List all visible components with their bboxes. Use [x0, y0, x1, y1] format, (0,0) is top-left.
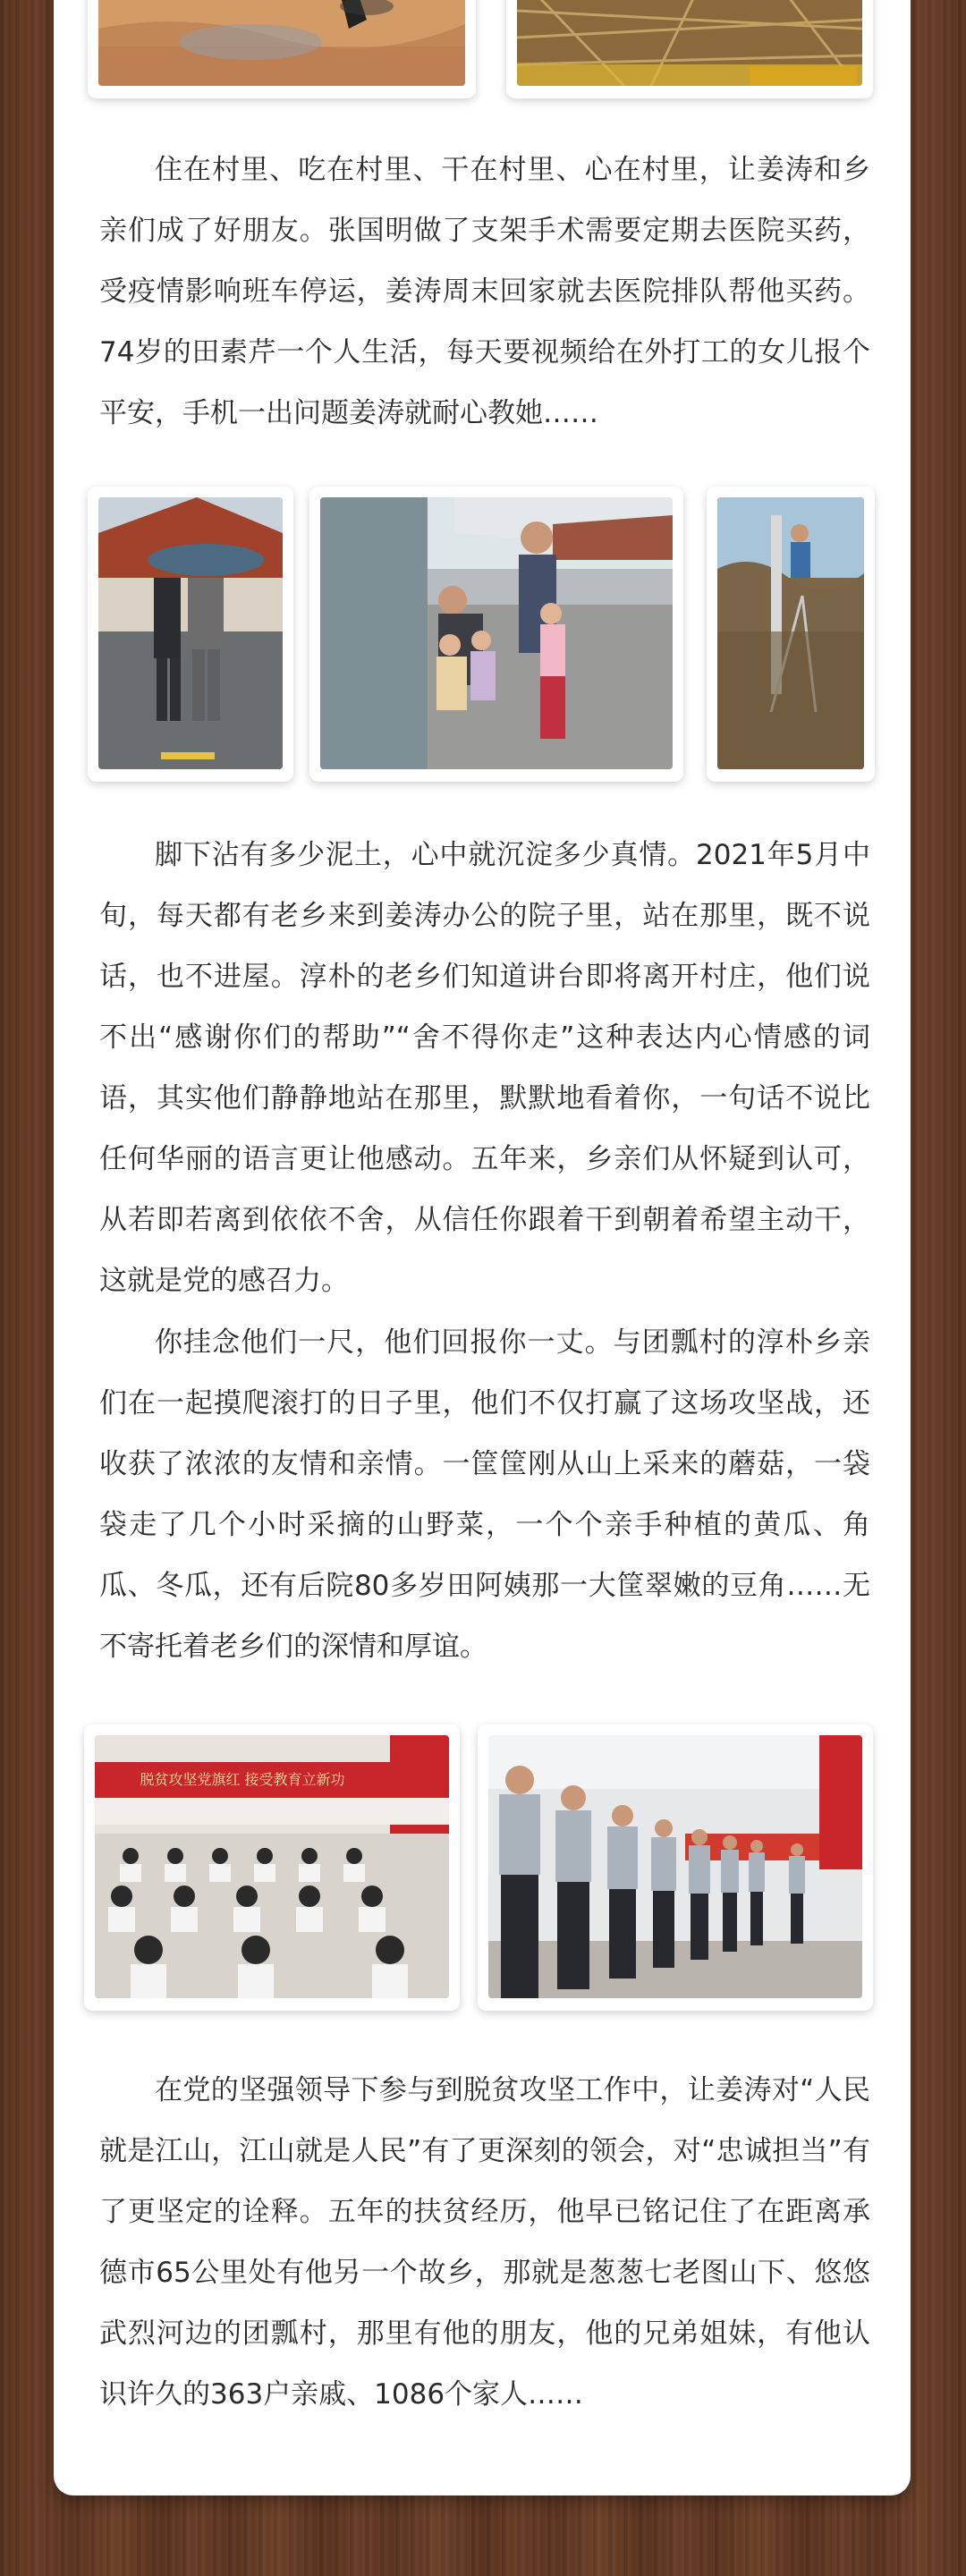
- photo-corn-harvest: [506, 0, 873, 98]
- paragraph-3: 你挂念他们一尺，他们回报你一丈。与团瓢村的淳朴乡亲们在一起摸爬滚打的日子里，他们不仅打赢了这场攻坚战，还收获了浓浓的友情和亲情。一筐筐刚从山上采来的蘑菇，一袋袋走了几个小时采摘的山野菜，一个个亲手种植的黄瓜、角瓜、冬瓜，还有后院80多岁田阿姨那一大筐翠嫩的豆角……无不寄托着老乡们的深情和厚谊。: [99, 1326, 870, 1663]
- photo-umbrella-walk: [88, 487, 293, 782]
- banner-text: 脱贫攻坚党旗红 接受教育立新功: [140, 1771, 345, 1788]
- photo-field-work: [88, 0, 476, 98]
- umbrella-photo-art: [98, 497, 283, 769]
- photo-children-smiling-image: [320, 497, 673, 769]
- photo-meeting-hall: [84, 1724, 460, 2011]
- photo-pole-repair-image: [717, 497, 864, 769]
- photo-oath-ceremony-image: [488, 1735, 862, 1998]
- paragraph-1: 住在村里、吃在村里、干在村里、心在村里，让姜涛和乡亲们成了好朋友。张国明做了支架手术需要定期去医院买药，受疫情影响班车停运，姜涛周末回家就去医院排队帮他买药。74岁的田素芹一个人生活，每天要视频给在外打工的女儿报个平安，手机一出问题姜涛就耐心教她……: [99, 154, 870, 429]
- photo-pole-repair: [707, 487, 875, 782]
- children-photo-art: [320, 497, 673, 769]
- photo-corn-harvest-image: [517, 0, 862, 86]
- corn-photo-art: [517, 0, 862, 86]
- photo-field-work-image: [98, 0, 465, 86]
- paragraph-4: 在党的坚强领导下参与到脱贫攻坚工作中，让姜涛对“人民就是江山，江山就是人民”有了更深刻的领会，对“忠诚担当”有了更坚定的诠释。五年的扶贫经历，他早已铭记住了在距离承德市65公里处有他另一个故乡，那就是葱葱七老图山下、悠悠武烈河边的团瓢村，那里有他的朋友，他的兄弟姐妹，有他认识许久的363户亲戚、1086个家人……: [99, 2074, 870, 2411]
- paragraph-2: 脚下沾有多少泥土，心中就沉淀多少真情。2021年5月中旬，每天都有老乡来到姜涛办公的院子里，站在那里，既不说话，也不进屋。淳朴的老乡们知道讲台即将离开村庄，他们说不出“感谢你们的帮助”“舍不得你走”这种表达内心情感的词语，其实他们静静地站在那里，默默地看着你，一句话不说比任何华丽的语言更让他感动。五年来，乡亲们从怀疑到认可，从若即若离到依依不舍，从信任你跟着干到朝着希望主动干，这就是党的感召力。: [99, 839, 870, 1297]
- photo-meeting-hall-image: [95, 1735, 449, 1998]
- photo-oath-ceremony: [478, 1724, 873, 2011]
- pole-photo-art: [717, 497, 864, 769]
- photo-children-smiling: [309, 487, 683, 782]
- oath-photo-art: [488, 1735, 862, 1998]
- field-photo-art: [98, 0, 465, 86]
- photo-umbrella-walk-image: [98, 497, 283, 769]
